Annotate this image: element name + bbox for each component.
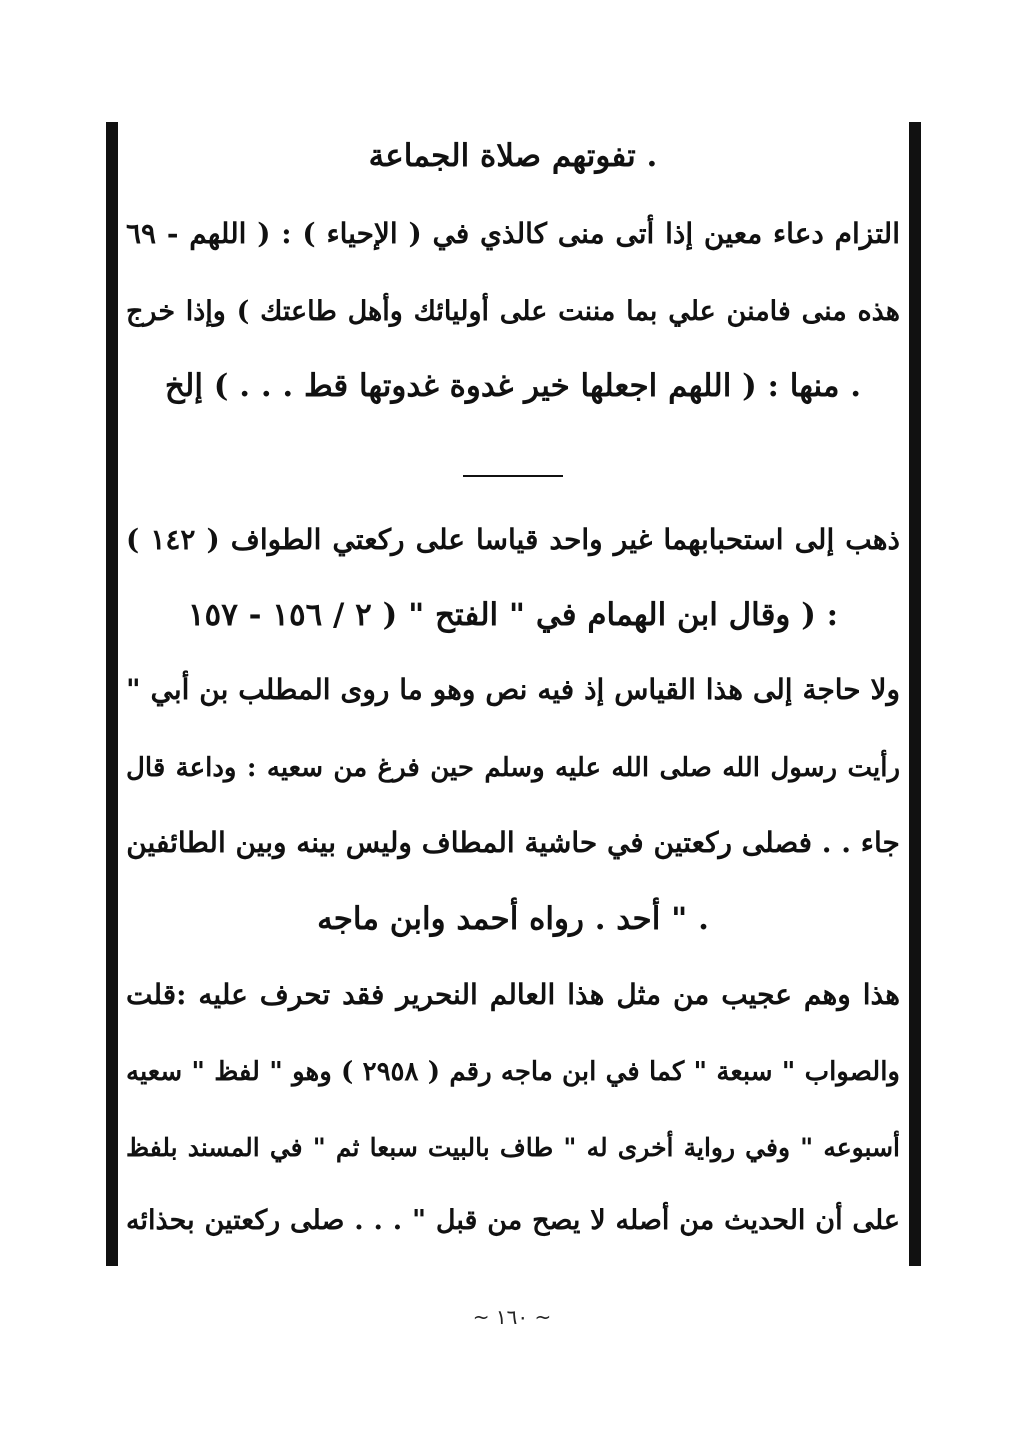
text-line: على أن الحديث من أصله لا يصح من قبل " . . . صلى ركعتين بحذائه — [126, 1205, 900, 1236]
text-line: هذه منى فامنن علي بما مننت على أوليائك وأهل طاعتك ) وإذا خرج — [126, 296, 900, 327]
text-line: . منها : ( اللهم اجعلها خير غدوة غدوتها قط . . . ) إلخ — [164, 368, 862, 404]
text-line: أسبوعه " وفي رواية أخرى له " طاف بالبيت سبعا ثم " في المسند بلفظ — [126, 1133, 900, 1162]
text-line: . تفوتهم صلاة الجماعة — [368, 138, 658, 174]
text-line: هذا وهم عجيب من مثل هذا العالم النحرير فقد تحرف عليه :قلت — [126, 978, 900, 1011]
text-line: . " أحد . رواه أحمد وابن ماجه — [317, 901, 709, 937]
text-line: رأيت رسول الله صلى الله عليه وسلم حين فرغ من سعيه : وداعة قال — [126, 753, 900, 783]
left-border-bar — [106, 122, 118, 1266]
text-line: والصواب " سبعة " كما في ابن ماجه رقم ( ٢٩٥٨ ) وهو " لفظ " سعيه — [126, 1057, 900, 1087]
text-line: التزام دعاء معين إذا أتى منى كالذي في ( الإحياء ) : ( اللهم - ٦٩ — [126, 217, 900, 250]
page-number: ~ ١٦٠ ~ — [472, 1305, 552, 1329]
section-separator — [463, 475, 563, 477]
text-line: ذهب إلى استحبابهما غير واحد قياسا على ركعتي الطواف ( ١٤٢ ) — [126, 523, 900, 556]
page-body — [126, 0, 900, 1450]
right-border-bar — [909, 122, 921, 1266]
text-line: ولا حاجة إلى هذا القياس إذ فيه نص وهو ما روى المطلب بن أبي " — [126, 673, 900, 706]
text-line: جاء . . فصلى ركعتين في حاشية المطاف وليس بينه وبين الطائفين — [126, 826, 900, 859]
text-line: : ( وقال ابن الهمام في " الفتح " ( ٢ / ١٥٦ - ١٥٧ — [187, 597, 839, 633]
